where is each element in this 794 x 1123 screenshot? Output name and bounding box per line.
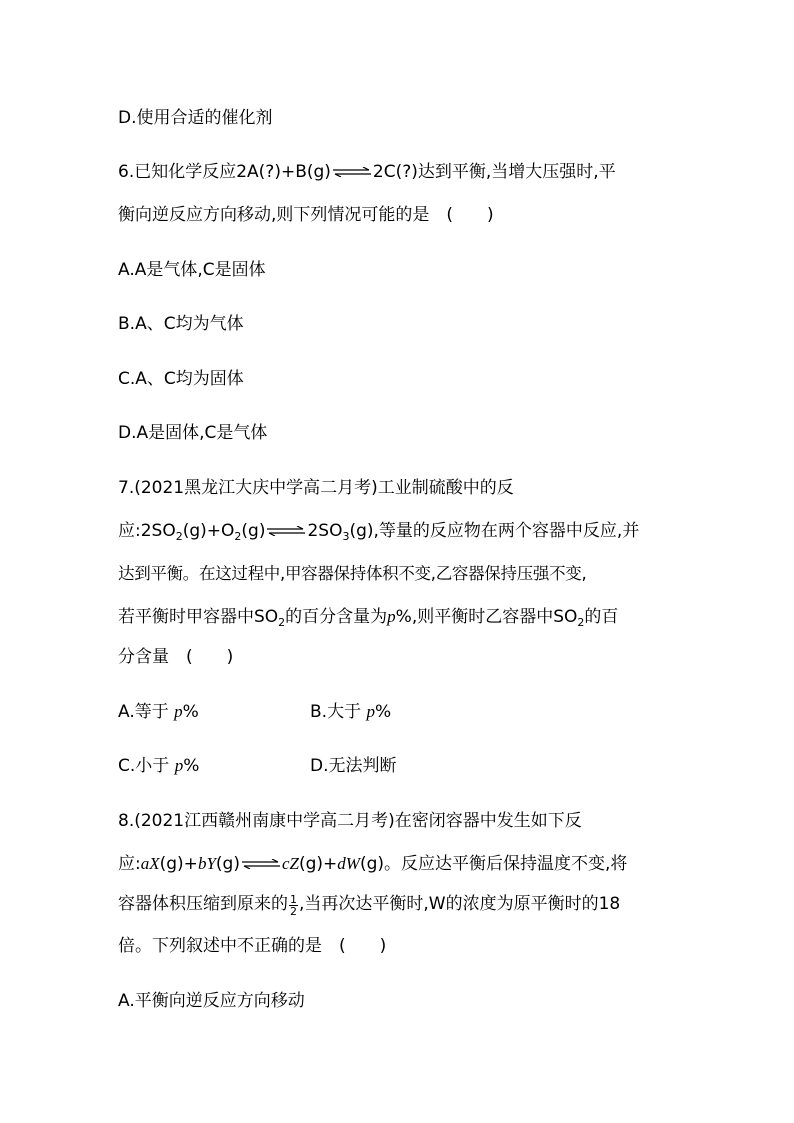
question-8-option-a: A.平衡向逆反应方向移动 (118, 991, 305, 1011)
question-8-line-1: 8.(2021江西赣州南康中学高二月考)在密闭容器中发生如下反 (118, 811, 582, 831)
question-8-line-3: 容器体积压缩到原来的 $\frac{1}{2}$ ,当再次达平衡时,W的浓度为原平衡时的18 (118, 893, 621, 918)
equilibrium-arrow-icon (267, 526, 305, 536)
question-8-line-4: 倍。下列叙述中不正确的是 ( ) (118, 936, 387, 956)
question-7-line-3: 达到平衡。在这过程中,甲容器保持体积不变,乙容器保持压强不变, (118, 564, 587, 583)
question-6-option-a: A.A是气体,C是固体 (118, 260, 266, 280)
question-7-option-d: D.无法判断 (310, 756, 397, 776)
question-6-line-1: 6.已知化学反应2A(?)+B(g) 2C(?)达到平衡,当增大压强时,平 (118, 162, 616, 182)
fraction-one-half: $\frac{1}{2}$ (290, 893, 297, 918)
question-6-option-b: B.A、C均为气体 (118, 314, 244, 334)
equilibrium-arrow-icon (333, 167, 371, 177)
question-8-line-2: 应:aX(g)+bY(g) cZ(g)+dW(g)。反应达平衡后保持温度不变,将 (118, 854, 628, 874)
question-6-option-c: C.A、C均为固体 (118, 369, 244, 389)
question-7-line-5: 分含量 ( ) (118, 647, 234, 667)
question-6-line-2: 衡向逆反应方向移动,则下列情况可能的是 ( ) (118, 205, 494, 225)
option-d-prev: D.使用合适的催化剂 (118, 108, 273, 128)
question-7-line-1: 7.(2021黑龙江大庆中学高二月考)工业制硫酸中的反 (118, 478, 514, 498)
question-7-line-2: 应$:2SO_2(g)+O_2(g)$ $2SO_3(g)$,等量的反应物在两个容器中反应,并 (118, 521, 640, 543)
question-7-line-4: 若平衡时甲容器中$SO_2$的百分含量为p%,则平衡时乙容器中$SO_2$的百 (118, 607, 619, 629)
question-7-option-c: C.小于 p% (118, 756, 200, 776)
question-7-option-a: A.等于 p% (118, 702, 199, 722)
question-7-option-b: B.大于 p% (310, 702, 392, 722)
equilibrium-arrow-icon (242, 859, 280, 869)
question-6-option-d: D.A是固体,C是气体 (118, 423, 268, 443)
